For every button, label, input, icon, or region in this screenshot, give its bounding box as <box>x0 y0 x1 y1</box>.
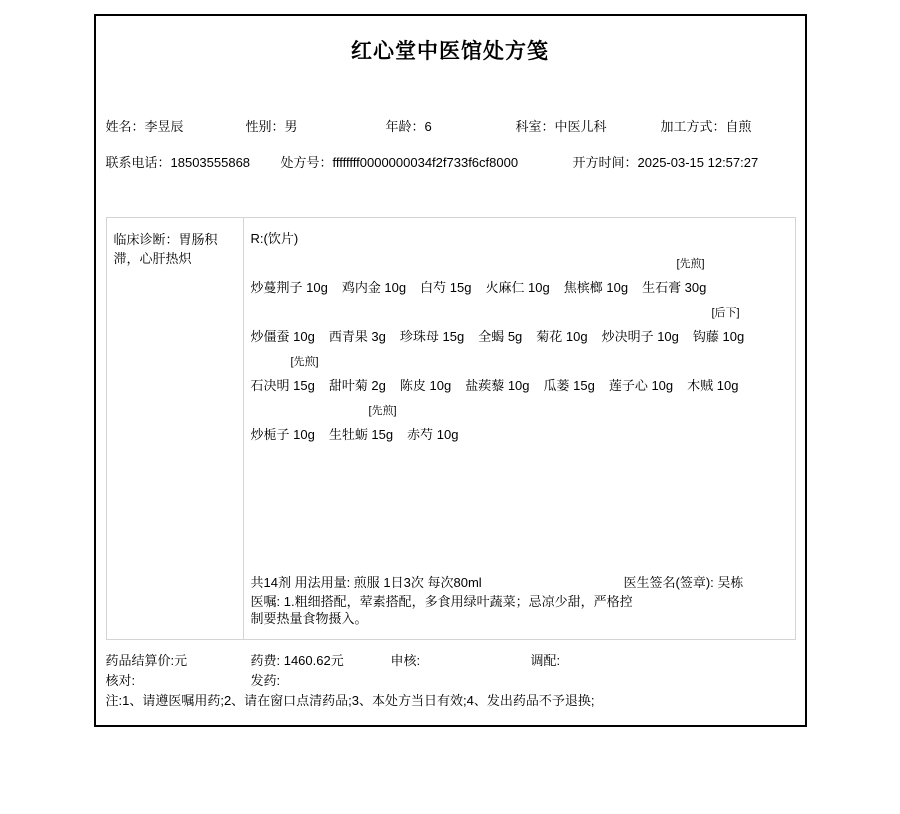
dispense-label: 发药: <box>250 673 281 688</box>
herb-item: 炒决明子 10g <box>601 329 679 344</box>
field-processing: 加工方式：自煎 <box>660 119 752 134</box>
decoction-tag: [后下] <box>711 307 740 319</box>
doctor-signature: 医生签名(签章): 吴栋 <box>623 575 744 590</box>
herb-group <box>251 258 787 296</box>
field-issue-time: 开方时间：2025-03-15 12:57:27 <box>572 155 759 170</box>
herb-item: 瓜蒌 15g <box>543 378 595 393</box>
herb-item: 钩藤 10g <box>692 329 745 344</box>
field-age: 年龄：6 <box>385 119 432 134</box>
settle-price-label: 药品结算价:元 <box>105 653 188 668</box>
rx-summary <box>251 574 787 627</box>
herb-item: 珍珠母 15g <box>399 329 465 344</box>
herb-item: 赤芍 10g <box>407 427 459 442</box>
doctor-advice: 医嘱: 1.粗细搭配，荤素搭配，多食用绿叶蔬菜；忌凉少甜，严格控制要热量食物摄入。 <box>250 594 633 626</box>
fee-value: 药费: 1460.62元 <box>250 653 344 668</box>
herb-groups <box>251 258 787 443</box>
footer <box>106 650 795 709</box>
field-rx-number: 处方号：ffffffff0000000034f2f733f6cf8000 <box>280 155 519 170</box>
herb-line <box>251 279 787 296</box>
footer-note: 注:1、请遵医嘱用药;2、请在窗口点清药品;3、本处方当日有效;4、发出药品不予退换; <box>105 693 595 708</box>
field-name: 姓名：李昱辰 <box>105 119 184 134</box>
check-label: 核对: <box>105 673 136 688</box>
diagnosis-cell <box>107 218 244 639</box>
herb-line <box>251 328 787 345</box>
herb-group <box>251 356 787 394</box>
page-title: 红心堂中医馆处方笺 <box>351 40 549 63</box>
footer-line-2 <box>106 670 795 690</box>
footer-line-1 <box>106 650 795 670</box>
dosage-text: 共14剂 用法用量: 煎服 1日3次 每次80ml <box>250 575 482 590</box>
rx-header: R:(饮片) <box>250 231 299 246</box>
herb-item: 甜叶菊 2g <box>328 378 386 393</box>
prescription-cell <box>244 218 795 639</box>
prescription-table <box>106 217 796 640</box>
herb-item: 莲子心 10g <box>608 378 674 393</box>
herb-line <box>251 426 787 443</box>
herb-line <box>251 377 787 394</box>
dosage-line <box>251 574 787 593</box>
herb-item: 石决明 15g <box>250 378 315 393</box>
herb-item: 白芍 15g <box>420 280 472 295</box>
herb-item: 焦槟榔 10g <box>563 280 629 295</box>
herb-item: 菊花 10g <box>536 329 588 344</box>
herb-item: 鸡内金 10g <box>341 280 407 295</box>
herb-item: 火麻仁 10g <box>485 280 550 295</box>
herb-item: 西青果 3g <box>328 329 386 344</box>
decoction-tag: [先煎] <box>676 258 705 270</box>
prescription-sheet <box>94 14 807 727</box>
herb-item: 全蝎 5g <box>478 329 523 344</box>
field-gender: 性别：男 <box>245 119 298 134</box>
herb-item: 盐蒺藜 10g <box>465 378 530 393</box>
field-department: 科室：中医儿科 <box>515 119 607 134</box>
decoction-tag: [先煎] <box>290 356 319 368</box>
herb-group <box>251 405 787 443</box>
herb-item: 炒栀子 10g <box>250 427 315 442</box>
diagnosis-text: 临床诊断：胃肠积滞，心肝热炽 <box>113 232 218 266</box>
herb-item: 生牡蛎 15g <box>328 427 394 442</box>
herb-item: 木贼 10g <box>687 378 739 393</box>
herb-item: 陈皮 10g <box>399 378 452 393</box>
herb-item: 生石膏 30g <box>642 280 707 295</box>
review-label: 申核: <box>390 653 421 668</box>
decoction-tag: [先煎] <box>368 405 397 417</box>
patient-info-row1 <box>106 116 795 134</box>
prep-label: 调配: <box>530 653 561 668</box>
herb-item: 炒僵蚕 10g <box>250 329 315 344</box>
herb-item: 炒蔓荆子 10g <box>250 280 328 295</box>
patient-info-row2 <box>106 152 795 170</box>
field-phone: 联系电话：18503555868 <box>105 155 251 170</box>
herb-group <box>251 307 787 345</box>
